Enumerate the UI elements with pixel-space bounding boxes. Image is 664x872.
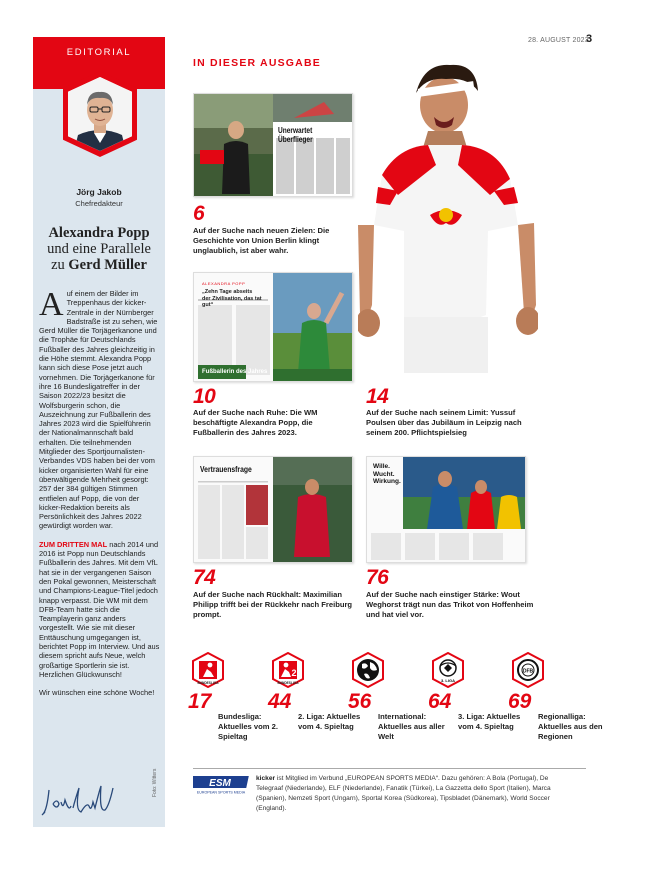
league-label: 3. Liga: Aktuelles vom 4. Spieltag <box>458 712 521 731</box>
esm-membership-text: kicker ist Mitglied im Verbund „EUROPEAN SPORTS MEDIA“. Dazu gehören: A Bola (Portugal), De Telegraaf (Niederlande), ELF (Niederlande), Fanatik (Türkei), La Gazzetta dello Sport (Italien), Marca (Spanien), Nemzeti Sport (Ungarn), Sportal Korea (Südkorea), Tipsbladet (Dänemark), World Soccer (England). <box>256 775 551 812</box>
article-thumbnail-74[interactable] <box>193 456 353 563</box>
thumbnail-headline: Vertrauensfrage <box>200 465 252 474</box>
svg-text:BUNDESLIGA: BUNDESLIGA <box>277 681 299 685</box>
article-thumbnail-6[interactable] <box>193 93 353 197</box>
esm-logo <box>193 775 249 795</box>
editorial-label: EDITORIAL <box>66 47 132 58</box>
closing: Wir wünschen eine schöne Woche! <box>39 688 155 698</box>
page-num-14: 14 <box>366 385 389 408</box>
teaser-10: Auf der Suche nach Ruhe: Die WM beschäftigte Alexandra Popp, die Fußballerin des Jahres 2023. <box>193 408 318 437</box>
3-liga-icon <box>430 652 466 688</box>
page-num-10: 10 <box>193 385 216 408</box>
teaser-6: Auf der Suche nach neuen Zielen: Die Geschichte von Union Berlin klingt unglaublich, ist aber wahr. <box>193 226 330 255</box>
author-role: Chefredakteur <box>75 199 123 208</box>
league-label: International: Aktuelles aus aller Welt <box>378 712 445 741</box>
teaser-76: Auf der Suche nach einstiger Stärke: Wout Weghorst trägt nun das Trikot von Hoffenheim und hat viel vor. <box>366 590 534 619</box>
page-number: 3 <box>586 33 593 45</box>
league-label: Bundesliga: Aktuelles vom 2. Spieltag <box>218 712 278 741</box>
league-page-num: 69 <box>508 690 532 713</box>
drop-cap: A <box>39 286 64 323</box>
author-name: Jörg Jakob <box>76 187 122 197</box>
footer-divider <box>193 768 586 769</box>
dfb-icon <box>510 652 546 688</box>
league-page-num: 17 <box>188 690 212 713</box>
svg-text:DFB: DFB <box>522 668 534 675</box>
league-bundesliga[interactable] <box>188 652 278 752</box>
svg-text:2: 2 <box>291 668 297 678</box>
article-thumbnail-10[interactable]: ALEXANDRA POPP „Zehn Tage abseits der Zivilisation, das tat gut“ Fußballerin des Jahres <box>193 272 353 382</box>
league-label: Regionalliga: Aktuelles aus den Regionen <box>538 712 603 741</box>
svg-text:3. LIGA: 3. LIGA <box>440 678 456 683</box>
league-page-num: 44 <box>268 690 292 713</box>
section-title: IN DIESER AUSGABE <box>193 57 321 69</box>
author-portrait <box>63 71 137 171</box>
teaser-74: Auf der Suche nach Rückhalt: Maximilian Philipp trifft bei der Rückkehr nach Freiburg prompt. <box>193 590 353 619</box>
photo-credit: Foto: Witters <box>152 768 158 797</box>
article-thumbnail-76[interactable] <box>366 456 526 563</box>
thumbnail-headline: Unerwartet Überflieger <box>278 126 313 144</box>
league-regionalliga[interactable] <box>508 652 603 752</box>
teaser-14: Auf der Suche nach seinem Limit: Yussuf Poulsen über das Jubiläum in Leipzig nach seinem 200. Pflichtspielsieg <box>366 408 522 437</box>
league-page-num: 56 <box>348 690 372 713</box>
page-num-6: 6 <box>193 202 205 225</box>
editorial-sidebar <box>33 37 165 827</box>
thumbnail-headline: Fußballerin des Jahres <box>202 369 268 375</box>
globe-icon <box>350 652 386 688</box>
league-label: 2. Liga: Aktuelles vom 4. Spieltag <box>298 712 361 731</box>
svg-text:EUROPEAN SPORTS MEDIA: EUROPEAN SPORTS MEDIA <box>196 790 246 795</box>
editorial-body: Auf einem der Bilder im Treppenhaus der kicker-Zentrale in der Nürnberger Badstraße ist zu sehen, wie Gerd Müller die Torjägerkanone und die Trophäe für Deutschlands Fußballer des Jahres gleichzeitig in die Höhe stemmt. Alexandra Popp kann sich diese Pose jetzt auch vornehmen. Die Torjägerkanone für ihre 16 Bundesligatreffer in der Saison 2022/23 besitzt die Wolfsburgerin schon, die Auszeichnung zur Fußballerin des Jahres 2023 wird die Spielführerin der Nationalmannschaft bald erhalten. Die teilnehmenden Mitglieder des Sportjournalisten-Verbandes VDS haben bei der vom kicker organisierten Wahl für eine überwältigende Mehrheit gesorgt: 257 der 384 gültigen Stimmen entfielen auf Popp, die von der kicker-Redaktion bereits als Persönlichkeit des Jahres 2022 gewürdigt worden war. ZUM DRITTEN MAL nach 2014 und 2016 ist Popp nun Deutschlands Fußballerin des Jahres. Mit dem VfL hat sie in der vergangenen Saison den Pokal gewonnen, Meisterschaft und Champions-League-Titel jedoch knapp verpasst. Die WM mit dem DFB-Team hatte sich die Teamplayerin ganz anders vorgestellt. Wie sie mit dieser Enttäuschung umgegangen ist, berichtet Popp im Interview. Und aus diesem spricht aufs Neue, welch großartige Sportlerin sie ist. Herzlichen Glückwunsch! Wir wünschen eine schöne Woche! <box>39 286 160 698</box>
page-num-76: 76 <box>366 566 389 589</box>
signature <box>39 782 119 827</box>
player-photo <box>358 55 538 385</box>
league-links <box>188 652 603 752</box>
bundesliga-icon <box>190 652 226 688</box>
bundesliga-2-icon <box>270 652 306 688</box>
page-num-74: 74 <box>193 566 216 589</box>
svg-text:BUNDESLIGA: BUNDESLIGA <box>197 681 219 685</box>
svg-text:ESM: ESM <box>209 778 231 789</box>
league-page-num: 64 <box>428 690 452 713</box>
issue-date: 28. AUGUST 2023 <box>528 37 589 44</box>
thumbnail-headline: Wille. Wucht. Wirkung. <box>373 463 401 485</box>
editorial-headline: Alexandra Popp und eine Parallele zu Gerd Müller <box>47 225 151 273</box>
